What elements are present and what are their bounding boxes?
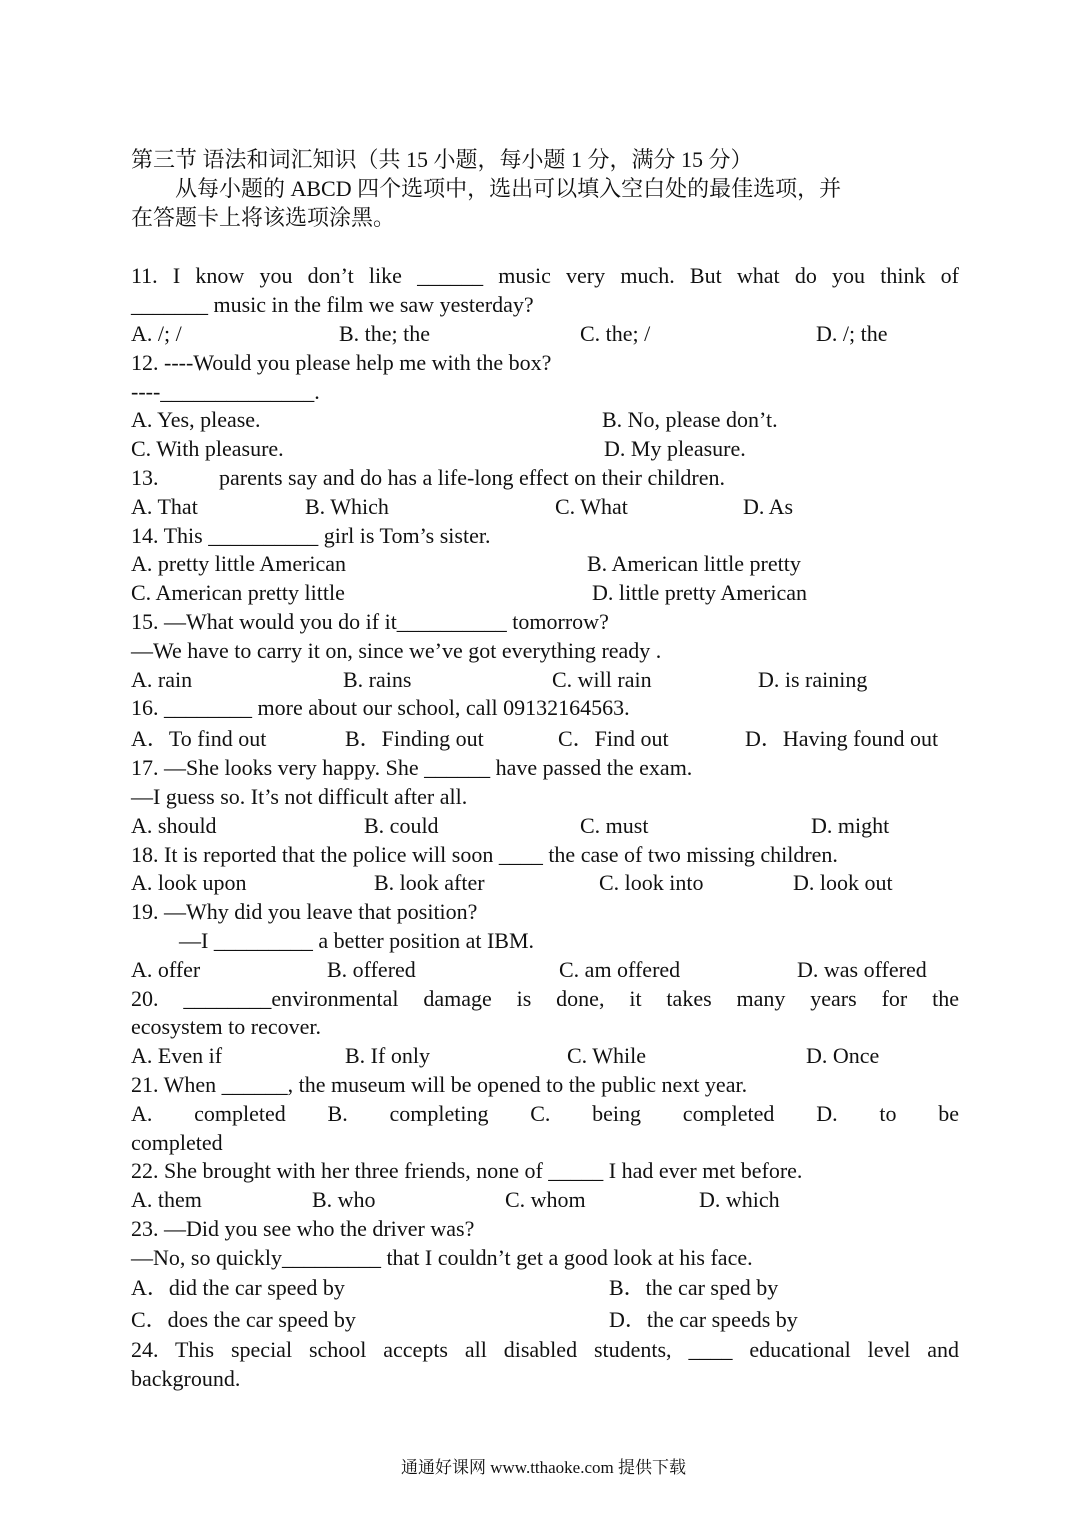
q11-option-c: C. the; / (580, 320, 651, 346)
q12-options-ab (131, 406, 959, 435)
q14-option-a: A. pretty little American (131, 551, 347, 577)
q11-option-b: B. the; the (339, 320, 431, 346)
q18-stem: 18. It is reported that the police will soon ____ the case of two missing children. (131, 841, 838, 867)
q11-stem-2: _______ music in the film we saw yesterday? (131, 292, 534, 318)
section-heading: 第三节 语法和词汇知识（共 15 小题，每小题 1 分，满分 15 分） (131, 147, 753, 172)
q13-option-a: A. That (131, 493, 198, 519)
q11-option-a: A. /; / (131, 320, 182, 346)
q23-options-ab (131, 1272, 959, 1304)
q12-stem-2: ----______________. (131, 378, 320, 404)
q16-option-a: A．To find out (131, 726, 267, 752)
q18-option-b: B. look after (374, 870, 485, 896)
q20-option-a: A. Even if (131, 1043, 223, 1069)
q18-option-c: C. look into (599, 870, 704, 896)
q12-option-b: B. No, please don’t. (602, 407, 778, 433)
q16-stem: 16. ________ more about our school, call 09132164563. (131, 695, 630, 721)
q22-option-b: B. who (312, 1187, 376, 1213)
q11-option-d: D. /; the (816, 320, 888, 346)
q17-option-d: D. might (811, 812, 890, 838)
q20-option-b: B. If only (345, 1043, 430, 1069)
q16-option-c: C．Find out (558, 726, 669, 752)
q23-option-c: C．does the car speed by (131, 1307, 356, 1333)
q16-option-d: D．Having found out (745, 726, 939, 752)
q17-option-c: C. must (580, 812, 649, 838)
instruction-line-1: 从每小题的 ABCD 四个选项中，选出可以填入空白处的最佳选项，并 (175, 175, 842, 201)
q17-options (131, 812, 959, 841)
q19-options (131, 956, 959, 985)
q15-option-d: D. is raining (758, 666, 868, 692)
q15-stem-2: —We have to carry it on, since we’ve got everything ready . (131, 637, 662, 663)
q21-options-continued: completed (131, 1129, 223, 1155)
q22-option-d: D. which (699, 1187, 780, 1213)
q14-stem: 14. This __________ girl is Tom’s sister. (131, 522, 491, 548)
q19-option-b: B. offered (327, 956, 416, 982)
q12-option-d: D. My pleasure. (604, 436, 746, 462)
q18-option-a: A. look upon (131, 870, 247, 896)
q12-option-c: C. With pleasure. (131, 436, 284, 462)
q11-stem-1: 11. I know you don’t like ______ music very much. But what do you think of (131, 263, 959, 289)
q16-options (131, 723, 959, 754)
q20-stem-2: ecosystem to recover. (131, 1014, 321, 1040)
q13-option-d: D. As (743, 493, 794, 519)
q22-option-c: C. whom (505, 1187, 586, 1213)
q23-option-d: D．the car speeds by (609, 1307, 798, 1333)
q12-options-cd (131, 435, 959, 464)
q14-option-b: B. American little pretty (587, 551, 801, 577)
q23-option-a: A．did the car speed by (131, 1275, 345, 1301)
q15-stem-1: 15. —What would you do if it__________ tomorrow? (131, 608, 609, 634)
q23-option-b: B．the car sped by (609, 1275, 779, 1301)
q15-option-a: A. rain (131, 666, 193, 692)
q15-option-b: B. rains (343, 666, 412, 692)
q12-option-a: A. Yes, please. (131, 407, 261, 433)
q22-option-a: A. them (131, 1187, 202, 1213)
q18-options (131, 869, 959, 898)
q13-option-b: B. Which (305, 493, 389, 519)
exam-page (131, 146, 959, 1394)
q23-stem-2: —No, so quickly_________ that I couldn’t get a good look at his face. (131, 1244, 753, 1270)
q19-option-c: C. am offered (559, 956, 681, 982)
q20-option-d: D. Once (806, 1043, 880, 1069)
q13-options (131, 493, 959, 522)
q13-stem: 13. parents say and do has a life-long effect on their children. (131, 464, 726, 490)
q19-option-a: A. offer (131, 956, 201, 982)
q17-stem-2: —I guess so. It’s not difficult after all. (131, 783, 468, 809)
q11-options (131, 320, 959, 349)
q21-options-line: A. completed B. completing C. being completed D. to be (131, 1100, 959, 1126)
q13-option-c: C. What (555, 493, 628, 519)
q22-stem: 22. She brought with her three friends, none of _____ I had ever met before. (131, 1158, 803, 1184)
q14-options-ab (131, 550, 959, 579)
q20-stem-1: 20. ________environmental damage is done, it takes many years for the (131, 985, 959, 1011)
q14-option-c: C. American pretty little (131, 580, 345, 606)
q17-stem-1: 17. —She looks very happy. She ______ have passed the exam. (131, 755, 693, 781)
page-footer: 通通好课网 www.tthaoke.com 提供下载 (400, 1458, 687, 1477)
q22-options (131, 1186, 959, 1215)
q20-option-c: C. While (567, 1043, 647, 1069)
q23-stem-1: 23. —Did you see who the driver was? (131, 1215, 475, 1241)
q18-option-d: D. look out (793, 870, 893, 896)
q15-option-c: C. will rain (552, 666, 652, 692)
instruction-line-2: 在答题卡上将该选项涂黑。 (131, 204, 396, 230)
q17-option-b: B. could (364, 812, 439, 838)
q16-option-b: B．Finding out (345, 726, 484, 752)
q24-stem-2: background. (131, 1366, 241, 1392)
q14-options-cd (131, 579, 959, 608)
q17-option-a: A. should (131, 812, 217, 838)
q19-option-d: D. was offered (797, 956, 927, 982)
q15-options (131, 666, 959, 695)
q19-stem-1: 19. —Why did you leave that position? (131, 899, 478, 925)
q20-options (131, 1042, 959, 1071)
q19-stem-2: —I _________ a better position at IBM. (179, 927, 535, 953)
q12-stem-1: 12. ----Would you please help me with the box? (131, 349, 552, 375)
q14-option-d: D. little pretty American (592, 580, 808, 606)
q23-options-cd (131, 1304, 959, 1336)
q24-stem-1: 24. This special school accepts all disabled students, ____ educational level and (131, 1337, 959, 1363)
q21-stem: 21. When ______, the museum will be opened to the public next year. (131, 1071, 748, 1097)
